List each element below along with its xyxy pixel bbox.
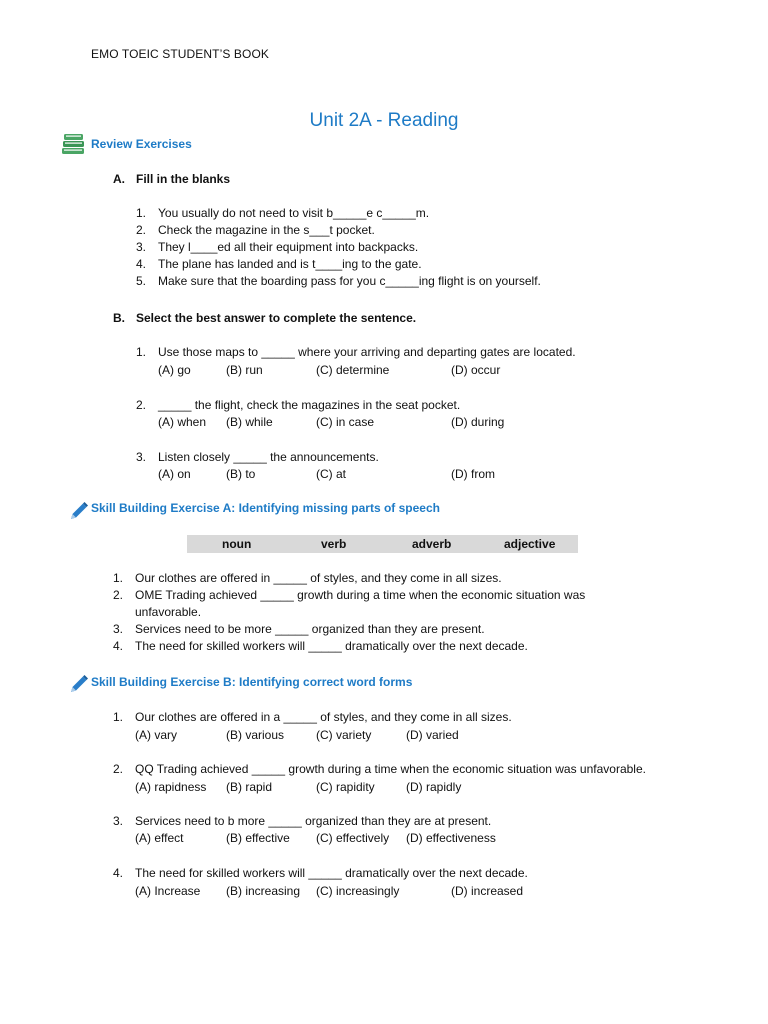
item-number: 2. xyxy=(113,762,124,776)
item-number: 1. xyxy=(136,206,147,220)
word-bank-item: verb xyxy=(321,537,347,551)
option-a: (A) on xyxy=(158,467,191,481)
item-number: 3. xyxy=(136,240,147,254)
item-text: Use those maps to _____ where your arriving and departing gates are located. xyxy=(158,345,576,359)
item-text: The need for skilled workers will _____ dramatically over the next decade. xyxy=(135,866,528,880)
question-b1 xyxy=(136,344,576,361)
option-c: (C) increasingly xyxy=(316,884,400,898)
list-item xyxy=(113,638,585,655)
item-text: Listen closely _____ the announcements. xyxy=(158,450,379,464)
option-c: (C) determine xyxy=(316,363,390,377)
item-number: 4. xyxy=(136,257,147,271)
question-sb4 xyxy=(113,865,528,882)
option-c: (C) rapidity xyxy=(316,780,375,794)
list-item xyxy=(136,256,541,273)
part-b-letter: B. xyxy=(113,311,125,325)
item-number: 3. xyxy=(113,814,124,828)
option-a: (A) rapidness xyxy=(135,780,207,794)
pencil-icon xyxy=(68,673,90,698)
item-number: 1. xyxy=(136,345,147,359)
item-number: 4. xyxy=(113,639,124,653)
option-c: (C) at xyxy=(316,467,346,481)
option-b: (B) effective xyxy=(226,831,290,845)
option-c: (C) in case xyxy=(316,415,375,429)
part-b-title: Select the best answer to complete the sentence. xyxy=(136,311,417,325)
item-text: The plane has landed and is t____ing to the gate. xyxy=(158,257,422,271)
option-a: (A) vary xyxy=(135,728,177,742)
word-bank xyxy=(187,535,578,553)
item-number: 4. xyxy=(113,866,124,880)
option-c: (C) effectively xyxy=(316,831,390,845)
item-text: Check the magazine in the s___t pocket. xyxy=(158,223,375,237)
item-text: QQ Trading achieved _____ growth during a time when the economic situation was unfavorable. xyxy=(135,762,646,776)
item-number: 2. xyxy=(136,223,147,237)
item-text: Make sure that the boarding pass for you c_____ing flight is on yourself. xyxy=(158,274,541,288)
review-exercises-heading: Review Exercises xyxy=(91,137,192,151)
question-sb1 xyxy=(113,709,512,726)
option-d: (D) increased xyxy=(451,884,524,898)
item-number: 1. xyxy=(113,710,124,724)
option-a: (A) go xyxy=(158,363,191,377)
option-c: (C) variety xyxy=(316,728,372,742)
books-icon xyxy=(60,133,86,160)
book-header: EMO TOEIC STUDENT’S BOOK xyxy=(91,47,269,61)
skill-a-heading: Skill Building Exercise A: Identifying missing parts of speech xyxy=(91,501,440,515)
skill-b-heading: Skill Building Exercise B: Identifying correct word forms xyxy=(91,675,413,689)
list-item xyxy=(136,222,541,239)
part-a-title: Fill in the blanks xyxy=(136,172,231,186)
word-bank-item: adjective xyxy=(504,537,556,551)
item-text: Services need to b more _____ organized than they are at present. xyxy=(135,814,492,828)
option-b: (B) run xyxy=(226,363,263,377)
item-number: 2. xyxy=(136,398,147,412)
option-d: (D) from xyxy=(451,467,495,481)
list-item xyxy=(113,621,585,638)
option-d: (D) effectiveness xyxy=(406,831,496,845)
option-b: (B) various xyxy=(226,728,285,742)
option-b: (B) while xyxy=(226,415,273,429)
list-item xyxy=(113,570,585,587)
item-text: The need for skilled workers will _____ dramatically over the next decade. xyxy=(135,639,528,653)
item-text: They l____ed all their equipment into backpacks. xyxy=(158,240,419,254)
option-b: (B) increasing xyxy=(226,884,301,898)
list-item xyxy=(136,205,541,222)
option-d: (D) during xyxy=(451,415,505,429)
item-number: 3. xyxy=(113,622,124,636)
option-b: (B) rapid xyxy=(226,780,273,794)
word-bank-item: adverb xyxy=(412,537,452,551)
item-number: 3. xyxy=(136,450,147,464)
item-text: OME Trading achieved _____ growth during a time when the economic situation was xyxy=(135,588,586,602)
list-item xyxy=(136,273,541,290)
option-d: (D) rapidly xyxy=(406,780,462,794)
option-a: (A) Increase xyxy=(135,884,201,898)
pencil-icon xyxy=(68,500,90,525)
option-a: (A) effect xyxy=(135,831,184,845)
skill-a-list xyxy=(113,570,585,655)
item-text: _____ the flight, check the magazines in the seat pocket. xyxy=(158,398,461,412)
question-sb2 xyxy=(113,761,646,778)
list-item-continuation xyxy=(113,604,585,621)
part-a-letter: A. xyxy=(113,172,125,186)
list-item xyxy=(136,239,541,256)
part-a-list xyxy=(136,205,541,290)
list-item xyxy=(113,587,585,604)
item-text: You usually do not need to visit b_____e c_____m. xyxy=(158,206,430,220)
item-text: unfavorable. xyxy=(135,605,202,619)
question-sb3 xyxy=(113,813,491,830)
option-b: (B) to xyxy=(226,467,256,481)
option-d: (D) occur xyxy=(451,363,501,377)
item-text: Our clothes are offered in _____ of styles, and they come in all sizes. xyxy=(135,571,502,585)
item-text: Services need to be more _____ organized than they are present. xyxy=(135,622,485,636)
question-b3 xyxy=(136,449,379,466)
option-a: (A) when xyxy=(158,415,207,429)
item-text: Our clothes are offered in a _____ of styles, and they come in all sizes. xyxy=(135,710,512,724)
question-b2 xyxy=(136,397,460,414)
item-number: 5. xyxy=(136,274,147,288)
option-d: (D) varied xyxy=(406,728,459,742)
unit-title: Unit 2A - Reading xyxy=(309,110,459,131)
item-number: 1. xyxy=(113,571,124,585)
word-bank-item: noun xyxy=(222,537,252,551)
item-number: 2. xyxy=(113,588,124,602)
